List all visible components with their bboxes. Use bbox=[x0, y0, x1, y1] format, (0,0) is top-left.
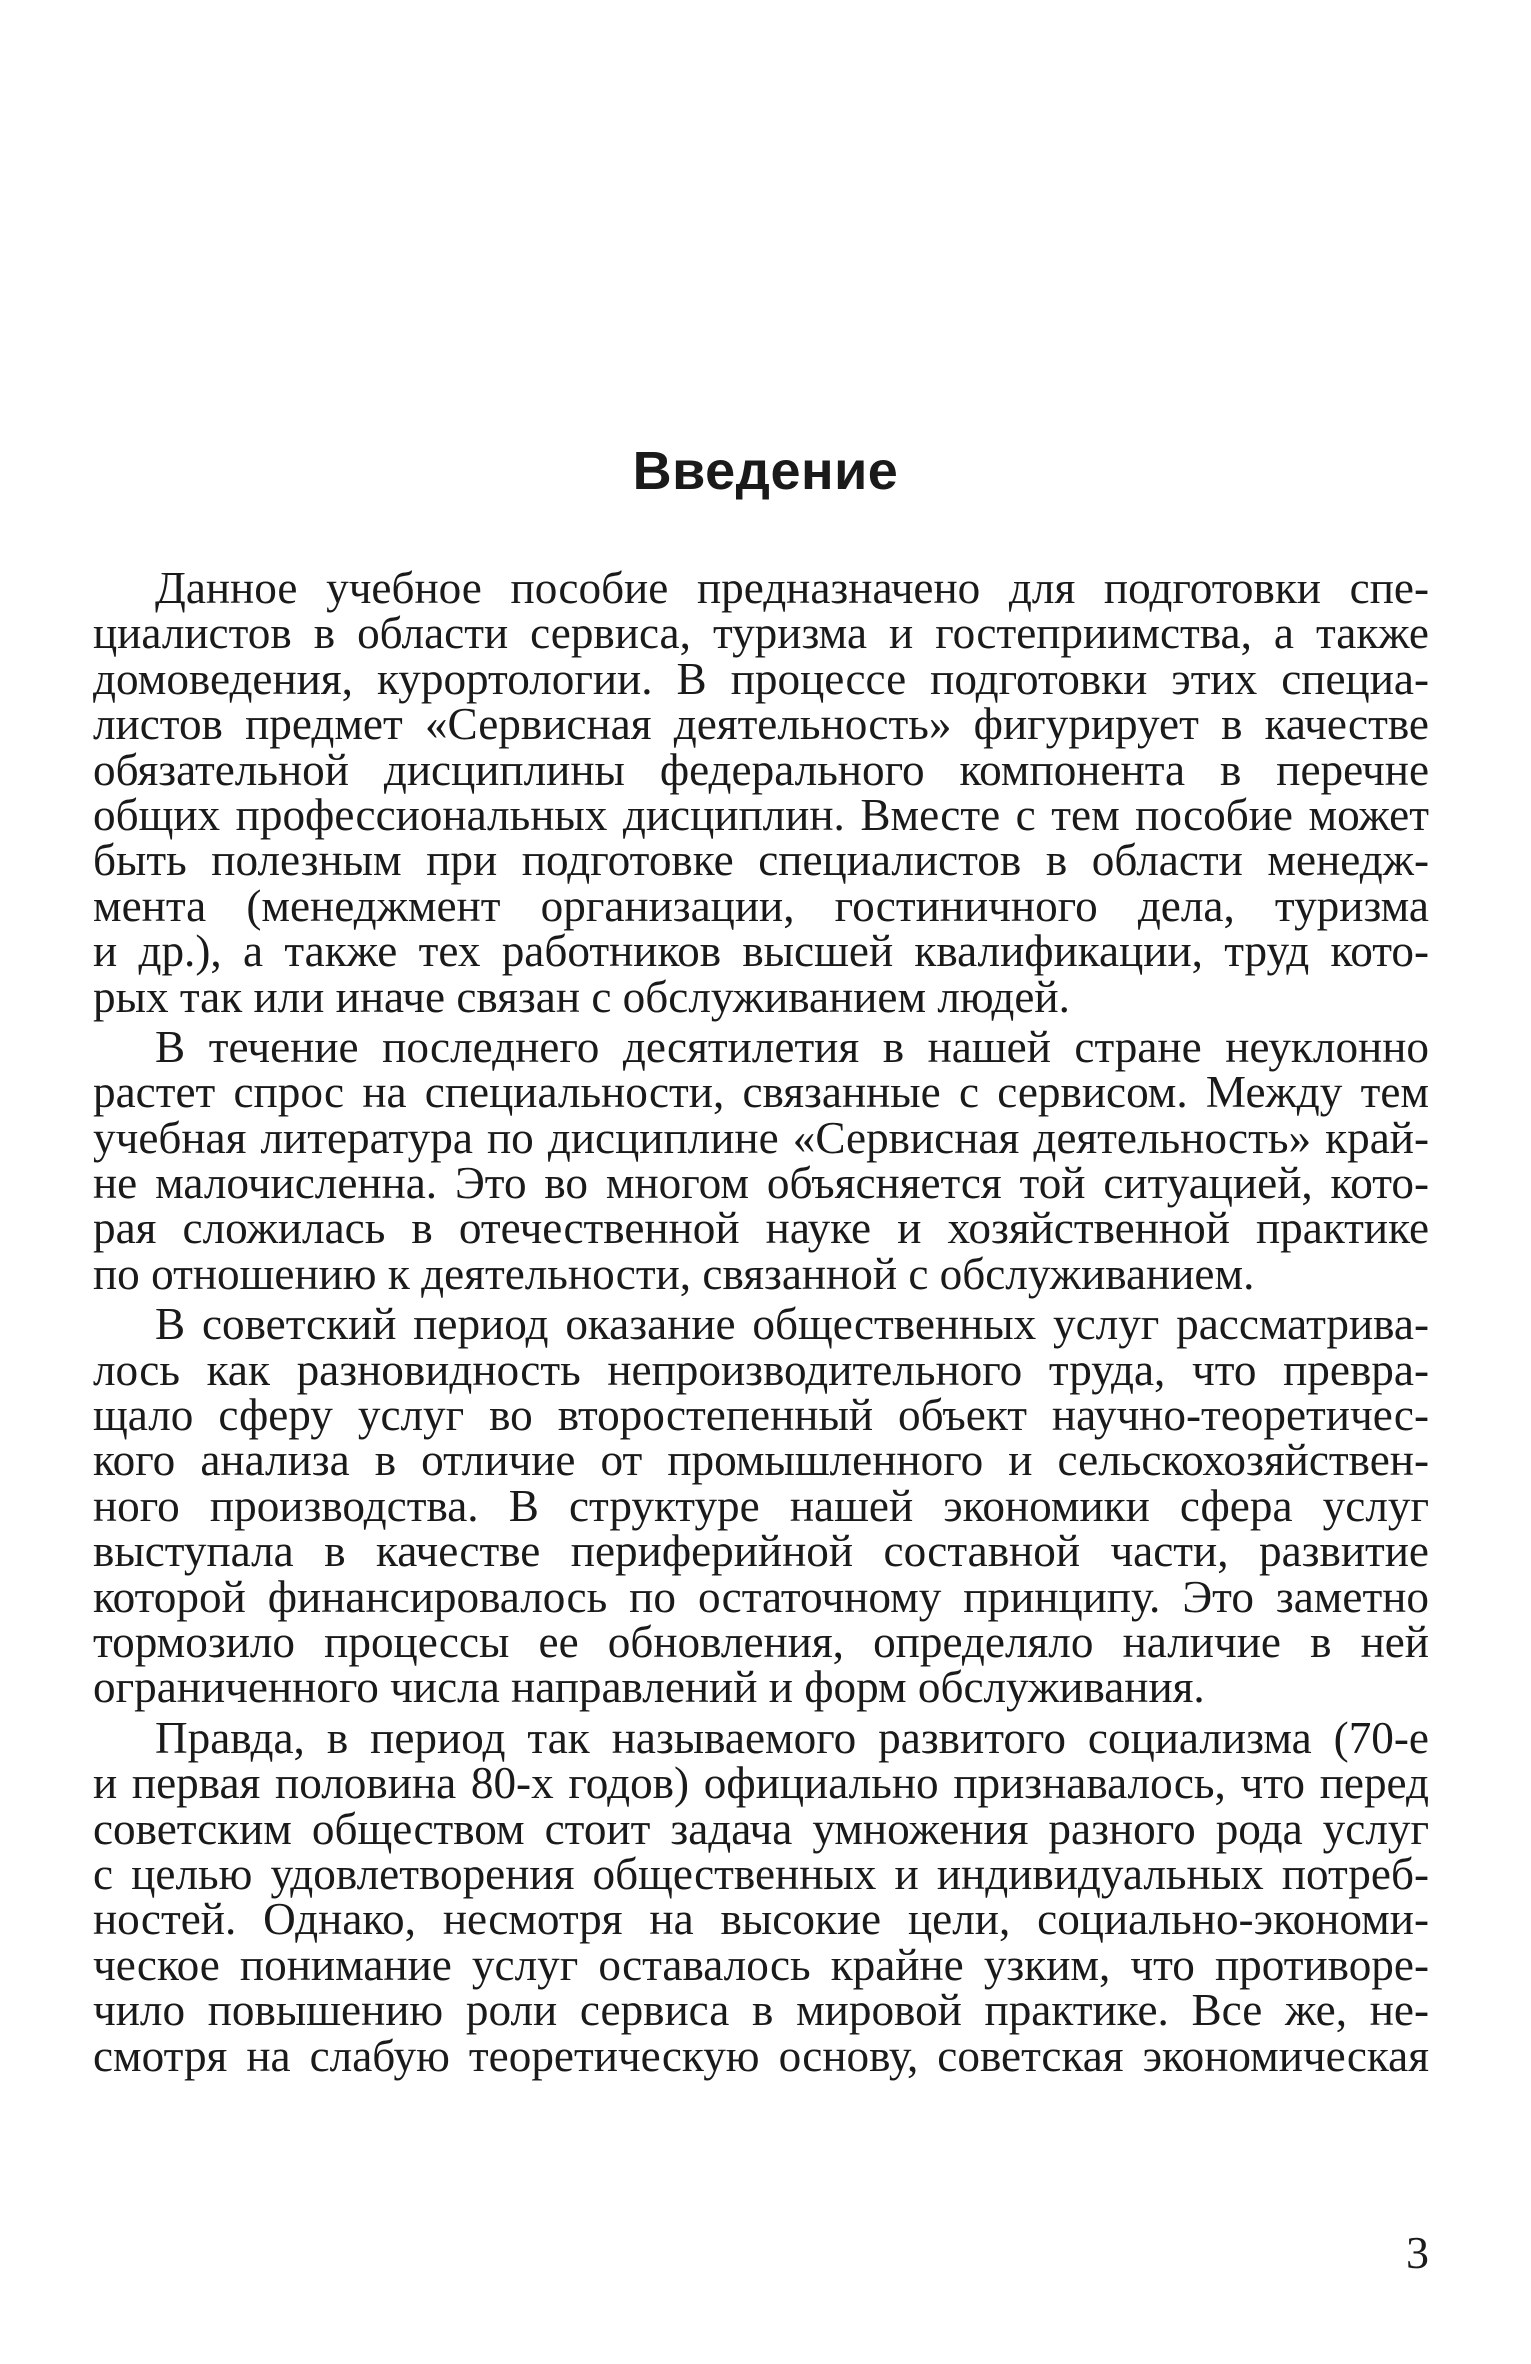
text-line: по отношению к деятельности, связанной с обслуживанием. bbox=[93, 1248, 1255, 1299]
text-line: ческое понимание услуг оставалось крайне узким, что противоре- bbox=[93, 1939, 1429, 1990]
text-line: выступала в качестве периферийной составной части, развитие bbox=[93, 1526, 1429, 1577]
paragraph bbox=[93, 1712, 1429, 2081]
text-line: с целью удовлетворения общественных и индивидуальных потреб- bbox=[93, 1848, 1429, 1899]
text-line: быть полезным при подготовке специалистов в области менедж- bbox=[93, 835, 1429, 886]
text-line: растет спрос на специальности, связанные с сервисом. Между тем bbox=[93, 1067, 1429, 1118]
text-line: лось как разновидность непроизводительного труда, что превра- bbox=[93, 1344, 1429, 1395]
text-line: ограниченного числа направлений и форм обслуживания. bbox=[93, 1662, 1205, 1713]
text-line: листов предмет «Сервисная деятельность» фигурирует в качестве bbox=[93, 699, 1429, 750]
text-line: обязательной дисциплины федерального компонента в перечне bbox=[93, 744, 1429, 795]
chapter-heading: Введение bbox=[632, 441, 899, 501]
paragraph bbox=[93, 1299, 1429, 1713]
paragraph bbox=[93, 563, 1429, 1022]
text-line: ного производства. В структуре нашей экономики сфера услуг bbox=[93, 1480, 1429, 1531]
text-line: советским обществом стоит задача умножения разного рода услуг bbox=[93, 1803, 1429, 1854]
text-line: Данное учебное пособие предназначено для подготовки спе- bbox=[155, 563, 1429, 613]
text-line: домоведения, курортологии. В процессе подготовки этих специа- bbox=[93, 653, 1429, 704]
text-line: которой финансировалось по остаточному принципу. Это заметно bbox=[93, 1571, 1429, 1622]
text-line: ностей. Однако, несмотря на высокие цели, социально-экономи- bbox=[93, 1894, 1429, 1945]
text-line: В советский период оказание общественных услуг рассматрива- bbox=[155, 1299, 1429, 1350]
text-line: общих профессиональных дисциплин. Вместе с тем пособие может bbox=[93, 789, 1429, 840]
paragraph bbox=[93, 1021, 1429, 1299]
text-line: щало сферу услуг во второстепенный объект научно-теоретичес- bbox=[93, 1390, 1429, 1441]
text-line: рых так или иначе связан с обслуживанием людей. bbox=[93, 971, 1070, 1022]
body-text bbox=[93, 563, 1429, 2084]
text-line: Правда, в период так называемого развитого социализма (70-е bbox=[155, 1712, 1429, 1763]
text-line: тормозило процессы ее обновления, определяло наличие в ней bbox=[93, 1616, 1429, 1667]
text-line: циалистов в области сервиса, туризма и гостеприимства, а также bbox=[93, 608, 1429, 659]
text-line: не малочисленна. Это во многом объясняется той ситуацией, кото- bbox=[93, 1158, 1429, 1209]
text-line: В течение последнего десятилетия в нашей стране неуклонно bbox=[155, 1021, 1429, 1072]
text-line: учебная литература по дисциплине «Сервисная деятельность» край- bbox=[93, 1112, 1429, 1163]
text-line: и др.), а также тех работников высшей квалификации, труд кото- bbox=[93, 926, 1429, 977]
text-line: чило повышению роли сервиса в мировой практике. Все же, не- bbox=[93, 1985, 1429, 2036]
text-line: и первая половина 80-х годов) официально признавалось, что перед bbox=[93, 1758, 1429, 1809]
text-line: кого анализа в отличие от промышленного и сельскохозяйствен- bbox=[93, 1435, 1429, 1486]
page-number: 3 bbox=[1406, 2227, 1429, 2278]
text-line: смотря на слабую теоретическую основу, советская экономическая bbox=[93, 2030, 1429, 2081]
text-line: мента (менеджмент организации, гостиничного дела, туризма bbox=[93, 880, 1429, 931]
text-line: рая сложилась в отечественной науке и хозяйственной практике bbox=[93, 1203, 1429, 1254]
